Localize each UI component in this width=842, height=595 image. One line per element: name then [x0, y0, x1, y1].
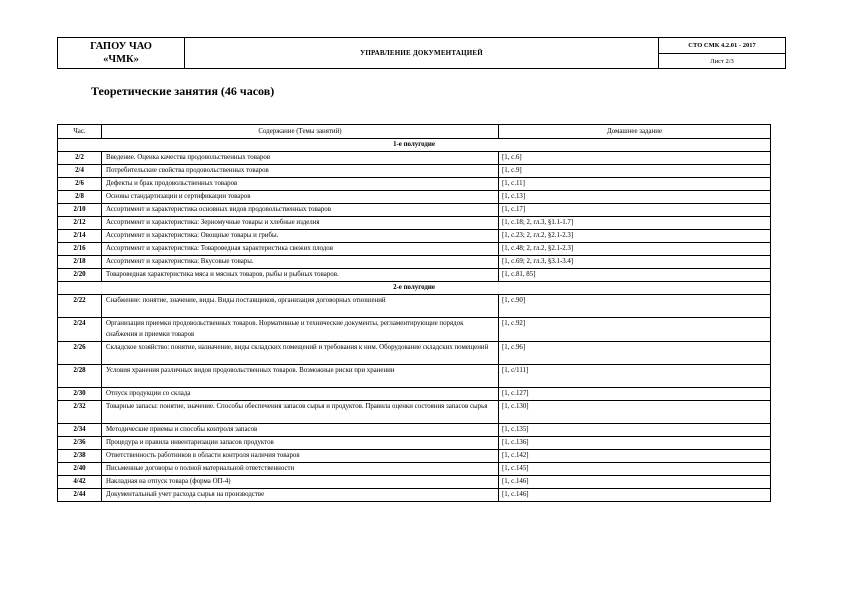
table-row: [58, 256, 771, 269]
semester-label: 1-е полугодие: [58, 139, 771, 152]
section-title: Теоретические занятия (46 часов): [91, 84, 275, 98]
hours-cell: 2/38: [58, 449, 102, 462]
topic-cell: Отпуск продукции со склада: [102, 387, 499, 400]
table-row: [58, 318, 771, 342]
organization-line-2: «ЧМК»: [103, 54, 139, 65]
table-row: [58, 295, 771, 318]
table-row: [58, 449, 771, 462]
hours-cell: 2/10: [58, 204, 102, 217]
topic-cell: Снабжение: понятие, значение, виды. Виды поставщиков, организация договорных отношений: [102, 295, 499, 318]
table-row: [58, 462, 771, 475]
lessons-table: [57, 124, 771, 502]
homework-cell: [1, с.81, 85]: [499, 269, 771, 282]
hours-cell: 2/28: [58, 364, 102, 387]
homework-cell: [1, с.23; 2, гл.2, §2.1-2.3]: [499, 230, 771, 243]
homework-cell: [1, с.96]: [499, 341, 771, 364]
hours-cell: 2/4: [58, 165, 102, 178]
homework-cell: [1, с.92]: [499, 318, 771, 342]
hours-cell: 2/8: [58, 191, 102, 204]
topic-cell: Складское хозяйство: понятие, назначение, виды складских помещений и требования к ним. Оборудование складских помещений: [102, 341, 499, 364]
hours-cell: 2/34: [58, 423, 102, 436]
hours-cell: 2/24: [58, 318, 102, 342]
hours-cell: 2/30: [58, 387, 102, 400]
table-row: [58, 475, 771, 488]
homework-cell: [1, с.13]: [499, 191, 771, 204]
hours-cell: 2/40: [58, 462, 102, 475]
topic-cell: Накладная на отпуск товара (форма ОП-4): [102, 475, 499, 488]
semester-row: [58, 139, 771, 152]
homework-cell: [1, с.18; 2, гл.3, §1.1-1.7]: [499, 217, 771, 230]
document-code: СТО СМК 4.2.01 - 2017: [659, 38, 786, 54]
topic-cell: Ассортимент и характеристика: Товароведная характеристика свежих плодов: [102, 243, 499, 256]
topic-cell: Методические приемы и способы контроля запасов: [102, 423, 499, 436]
homework-cell: [1, с.142]: [499, 449, 771, 462]
topic-cell: Ассортимент и характеристика: Зерномучные товары и хлебные изделия: [102, 217, 499, 230]
topic-cell: Ответственность работников в области контроля наличия товаров: [102, 449, 499, 462]
topic-cell: Ассортимент и характеристика основных видов продовольственных товаров: [102, 204, 499, 217]
table-row: [58, 243, 771, 256]
topic-cell: Введение. Оценка качества продовольственных товаров: [102, 152, 499, 165]
topic-cell: Основы стандартизации и сертификации товаров: [102, 191, 499, 204]
topic-cell: Товароведная характеристика мяса и мясных товаров, рыбы и рыбных товаров.: [102, 269, 499, 282]
hours-cell: 2/12: [58, 217, 102, 230]
table-row: [58, 269, 771, 282]
hours-cell: 2/36: [58, 436, 102, 449]
topic-cell: Ассортимент и характеристика: Вкусовые товары.: [102, 256, 499, 269]
table-row: [58, 152, 771, 165]
homework-cell: [1, с.127]: [499, 387, 771, 400]
hours-cell: 4/42: [58, 475, 102, 488]
homework-cell: [1, с.48; 2, гл.2, §2.1-2.3]: [499, 243, 771, 256]
homework-cell: [1, с.69; 2, гл.3, §3.1-3.4]: [499, 256, 771, 269]
table-row: [58, 488, 771, 501]
table-row: [58, 217, 771, 230]
hours-cell: 2/2: [58, 152, 102, 165]
table-row: [58, 400, 771, 423]
homework-cell: [1, с.17]: [499, 204, 771, 217]
column-header-homework: Домашнее задание: [499, 125, 771, 139]
homework-cell: [1, с.90]: [499, 295, 771, 318]
topic-cell: Товарные запасы: понятие, значение. Способы обеспечения запасов сырья и продуктов. Правила оценки состояния запасов сырья: [102, 400, 499, 423]
table-row: [58, 178, 771, 191]
hours-cell: 2/22: [58, 295, 102, 318]
topic-cell: Документальный учет расхода сырья на производстве: [102, 488, 499, 501]
topic-cell: Письменные договоры о полной материальной ответственности: [102, 462, 499, 475]
table-row: [58, 165, 771, 178]
hours-cell: 2/14: [58, 230, 102, 243]
table-row: [58, 204, 771, 217]
document-title: УПРАВЛЕНИЕ ДОКУМЕНТАЦИЕЙ: [185, 38, 659, 69]
homework-cell: [1, с.146]: [499, 475, 771, 488]
table-row: [58, 364, 771, 387]
homework-cell: [1, с.9]: [499, 165, 771, 178]
topic-cell: Процедура и правила инвентаризации запасов продуктов: [102, 436, 499, 449]
hours-cell: 2/44: [58, 488, 102, 501]
column-header-topic: Содержание (Темы занятий): [102, 125, 499, 139]
table-row: [58, 341, 771, 364]
homework-cell: [1, с.146]: [499, 488, 771, 501]
hours-cell: 2/16: [58, 243, 102, 256]
homework-cell: [1, с.145]: [499, 462, 771, 475]
table-header-row: [58, 125, 771, 139]
homework-cell: [1, с.130]: [499, 400, 771, 423]
homework-cell: [1, с/111]: [499, 364, 771, 387]
hours-cell: 2/20: [58, 269, 102, 282]
sheet-number: Лист 2/3: [659, 54, 786, 69]
semester-row: [58, 282, 771, 295]
homework-cell: [1, с.135]: [499, 423, 771, 436]
topic-cell: Ассортимент и характеристика: Овощные товары и грибы.: [102, 230, 499, 243]
column-header-hours: Час.: [58, 125, 102, 139]
table-row: [58, 423, 771, 436]
table-row: [58, 436, 771, 449]
table-row: [58, 191, 771, 204]
table-row: [58, 230, 771, 243]
topic-cell: Потребительские свойства продовольственных товаров: [102, 165, 499, 178]
organization-line-1: ГАПОУ ЧАО: [90, 41, 152, 52]
topic-cell: Организация приемки продовольственных товаров. Нормативные и технические документы, регламентирующие порядок снабжения и приемки товаров: [102, 318, 499, 342]
homework-cell: [1, с.136]: [499, 436, 771, 449]
homework-cell: [1, с.11]: [499, 178, 771, 191]
hours-cell: 2/6: [58, 178, 102, 191]
document-header: [57, 37, 786, 69]
organization-name: [58, 38, 185, 69]
hours-cell: 2/18: [58, 256, 102, 269]
semester-label: 2-е полугодие: [58, 282, 771, 295]
homework-cell: [1, с.6]: [499, 152, 771, 165]
hours-cell: 2/26: [58, 341, 102, 364]
table-row: [58, 387, 771, 400]
topic-cell: Условия хранения различных видов продовольственных товаров. Возможные риски при хранении: [102, 364, 499, 387]
hours-cell: 2/32: [58, 400, 102, 423]
topic-cell: Дефекты и брак продовольственных товаров: [102, 178, 499, 191]
